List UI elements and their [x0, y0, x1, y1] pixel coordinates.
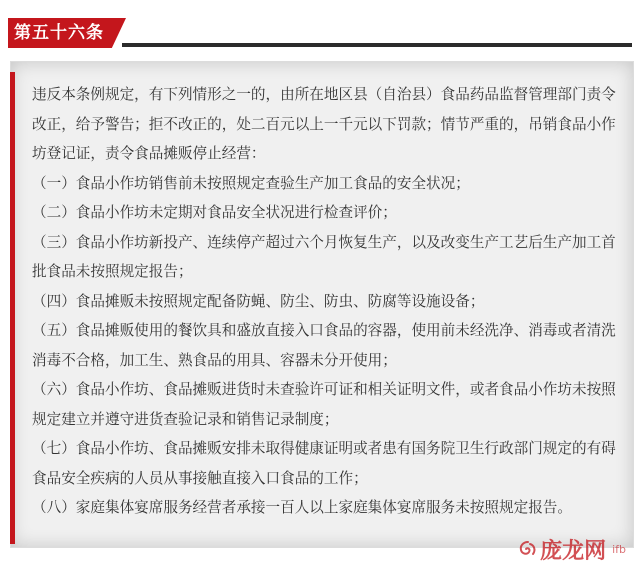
- clause-6: （六）食品小作坊、食品摊贩进货时未查验许可证和相关证明文件，或者食品小作坊未按照规定建立并遵守进货查验记录和销售记录制度；: [32, 381, 616, 428]
- clause-1: （一）食品小作坊销售前未按照规定查验生产加工食品的安全状况；: [32, 174, 470, 192]
- watermark-sub: ifb: [612, 543, 626, 556]
- intro-paragraph: 违反本条例规定，有下列情形之一的，由所在地区县（自治县）食品药品监督管理部门责令改正，给予警告；拒不改正的，处二百元以上一千元以下罚款；情节严重的，吊销食品小作坊登记证，责令食品摊贩停止经营：: [32, 86, 616, 162]
- clause-7: （七）食品小作坊、食品摊贩安排未取得健康证明或者患有国务院卫生行政部门规定的有碍食品安全疾病的人员从事接触直接入口食品的工作；: [32, 440, 616, 487]
- clause-8: （八）家庭集体宴席服务经营者承接一百人以上家庭集体宴席服务未按照规定报告。: [32, 499, 572, 516]
- clause-4: （四）食品摊贩未按照规定配备防蝇、防尘、防虫、防腐等设施设备；: [32, 292, 485, 310]
- watermark-text: 庞龙网: [540, 539, 607, 564]
- title-rule: [122, 43, 632, 47]
- article-body: [32, 80, 628, 523]
- accent-bar: [10, 72, 15, 544]
- clause-3: （三）食品小作坊新投产、连续停产超过六个月恢复生产，以及改变生产工艺后生产加工首批食品未按照规定报告；: [32, 233, 616, 280]
- article-title: 第五十六条: [14, 23, 104, 43]
- logo-swirl-icon: [518, 540, 538, 560]
- clause-5: （五）食品摊贩使用的餐饮具和盛放直接入口食品的容器，使用前未经洗净、消毒或者清洗消毒不合格，加工生、熟食品的用具、容器未分开使用；: [32, 322, 616, 369]
- clause-2: （二）食品小作坊未定期对食品安全状况进行检查评价；: [32, 204, 397, 221]
- watermark: [518, 534, 626, 565]
